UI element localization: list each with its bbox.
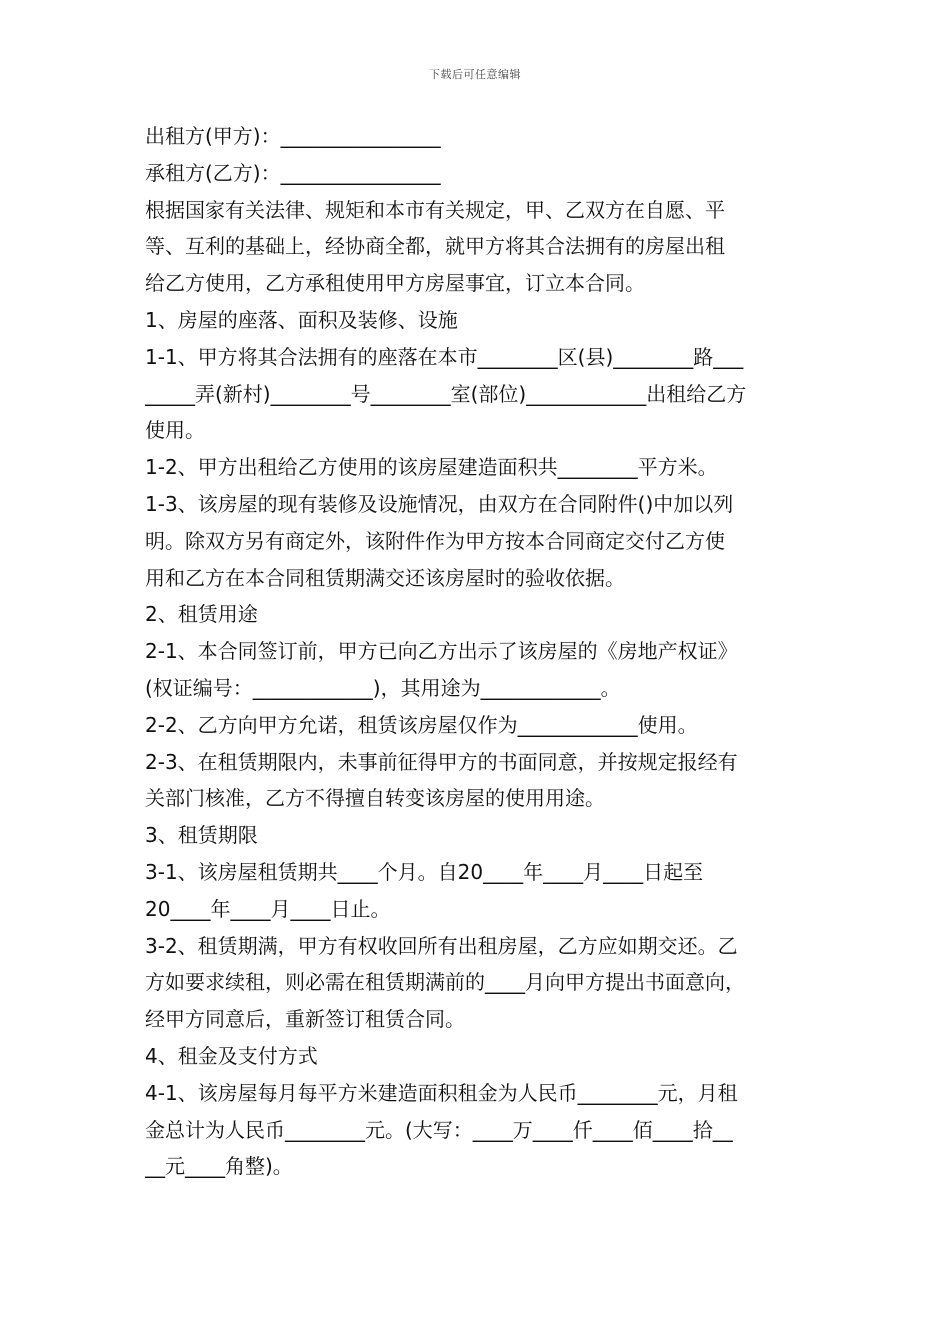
lessor-line: 出租方(甲方)：________________ bbox=[145, 124, 441, 148]
clause-line: 3-1、该房屋租赁期共____个月。自20____年____月____日起至 bbox=[145, 859, 704, 884]
clause-line: 使用。 bbox=[145, 418, 205, 443]
section-heading: 3、租赁期限 bbox=[145, 823, 258, 848]
contract-body bbox=[145, 118, 807, 1185]
clause-line: __元____角整)。 bbox=[145, 1154, 293, 1179]
clause-line: 经甲方同意后，重新签订租赁合同。 bbox=[145, 1007, 465, 1032]
preamble-line: 根据国家有关法律、规矩和本市有关规定，甲、乙双方在自愿、平 bbox=[145, 197, 725, 222]
clause-line: 方如要求续租，则必需在租赁期满前的____月向甲方提出书面意向， bbox=[145, 970, 745, 995]
section-heading: 4、租金及支付方式 bbox=[145, 1043, 318, 1068]
clause-line: 1-1、甲方将其合法拥有的座落在本市________区(县)________路___ bbox=[145, 344, 744, 369]
download-note: 下载后可任意编辑 bbox=[429, 68, 521, 81]
preamble-line: 等、互利的基础上，经协商全都，就甲方将其合法拥有的房屋出租 bbox=[145, 234, 725, 259]
clause-line: 20____年____月____日止。 bbox=[145, 896, 391, 921]
clause-line: 3-2、租赁期满，甲方有权收回所有出租房屋，乙方应如期交还。乙 bbox=[145, 933, 738, 958]
clause-line: (权证编号：____________)，其用途为____________。 bbox=[145, 675, 621, 700]
clause-line: 1-2、甲方出租给乙方使用的该房屋建造面积共________平方米。 bbox=[145, 455, 718, 480]
clause-line: 金总计为人民币________元。(大写：____万____仟____佰____拾__ bbox=[145, 1117, 733, 1142]
clause-line: 4-1、该房屋每月每平方米建造面积租金为人民币________元，月租 bbox=[145, 1080, 738, 1105]
clause-line: 2-3、在租赁期限内，未事前征得甲方的书面同意，并按规定报经有 bbox=[145, 749, 738, 774]
clause-line: 关部门核准，乙方不得擅自转变该房屋的使用用途。 bbox=[145, 786, 605, 811]
clause-line: 2-2、乙方向甲方允诺，租赁该房屋仅作为____________使用。 bbox=[145, 712, 698, 737]
clause-line: 1-3、该房屋的现有装修及设施情况，由双方在合同附件()中加以列 bbox=[145, 491, 734, 516]
clause-line: 2-1、本合同签订前，甲方已向乙方出示了该房屋的《房地产权证》 bbox=[145, 639, 738, 664]
clause-line: 明。除双方另有商定外，该附件作为甲方按本合同商定交付乙方使 bbox=[145, 528, 725, 553]
preamble-line: 给乙方使用，乙方承租使用甲方房屋事宜，订立本合同。 bbox=[145, 271, 645, 296]
section-heading: 1、房屋的座落、面积及装修、设施 bbox=[145, 307, 458, 332]
clause-line: _____弄(新村)________号________室(部位)____________出租给乙方 bbox=[145, 381, 747, 406]
lessee-line: 承租方(乙方)：________________ bbox=[145, 160, 441, 185]
clause-line: 用和乙方在本合同租赁期满交还该房屋时的验收依据。 bbox=[145, 565, 625, 590]
section-heading: 2、租赁用途 bbox=[145, 602, 258, 627]
